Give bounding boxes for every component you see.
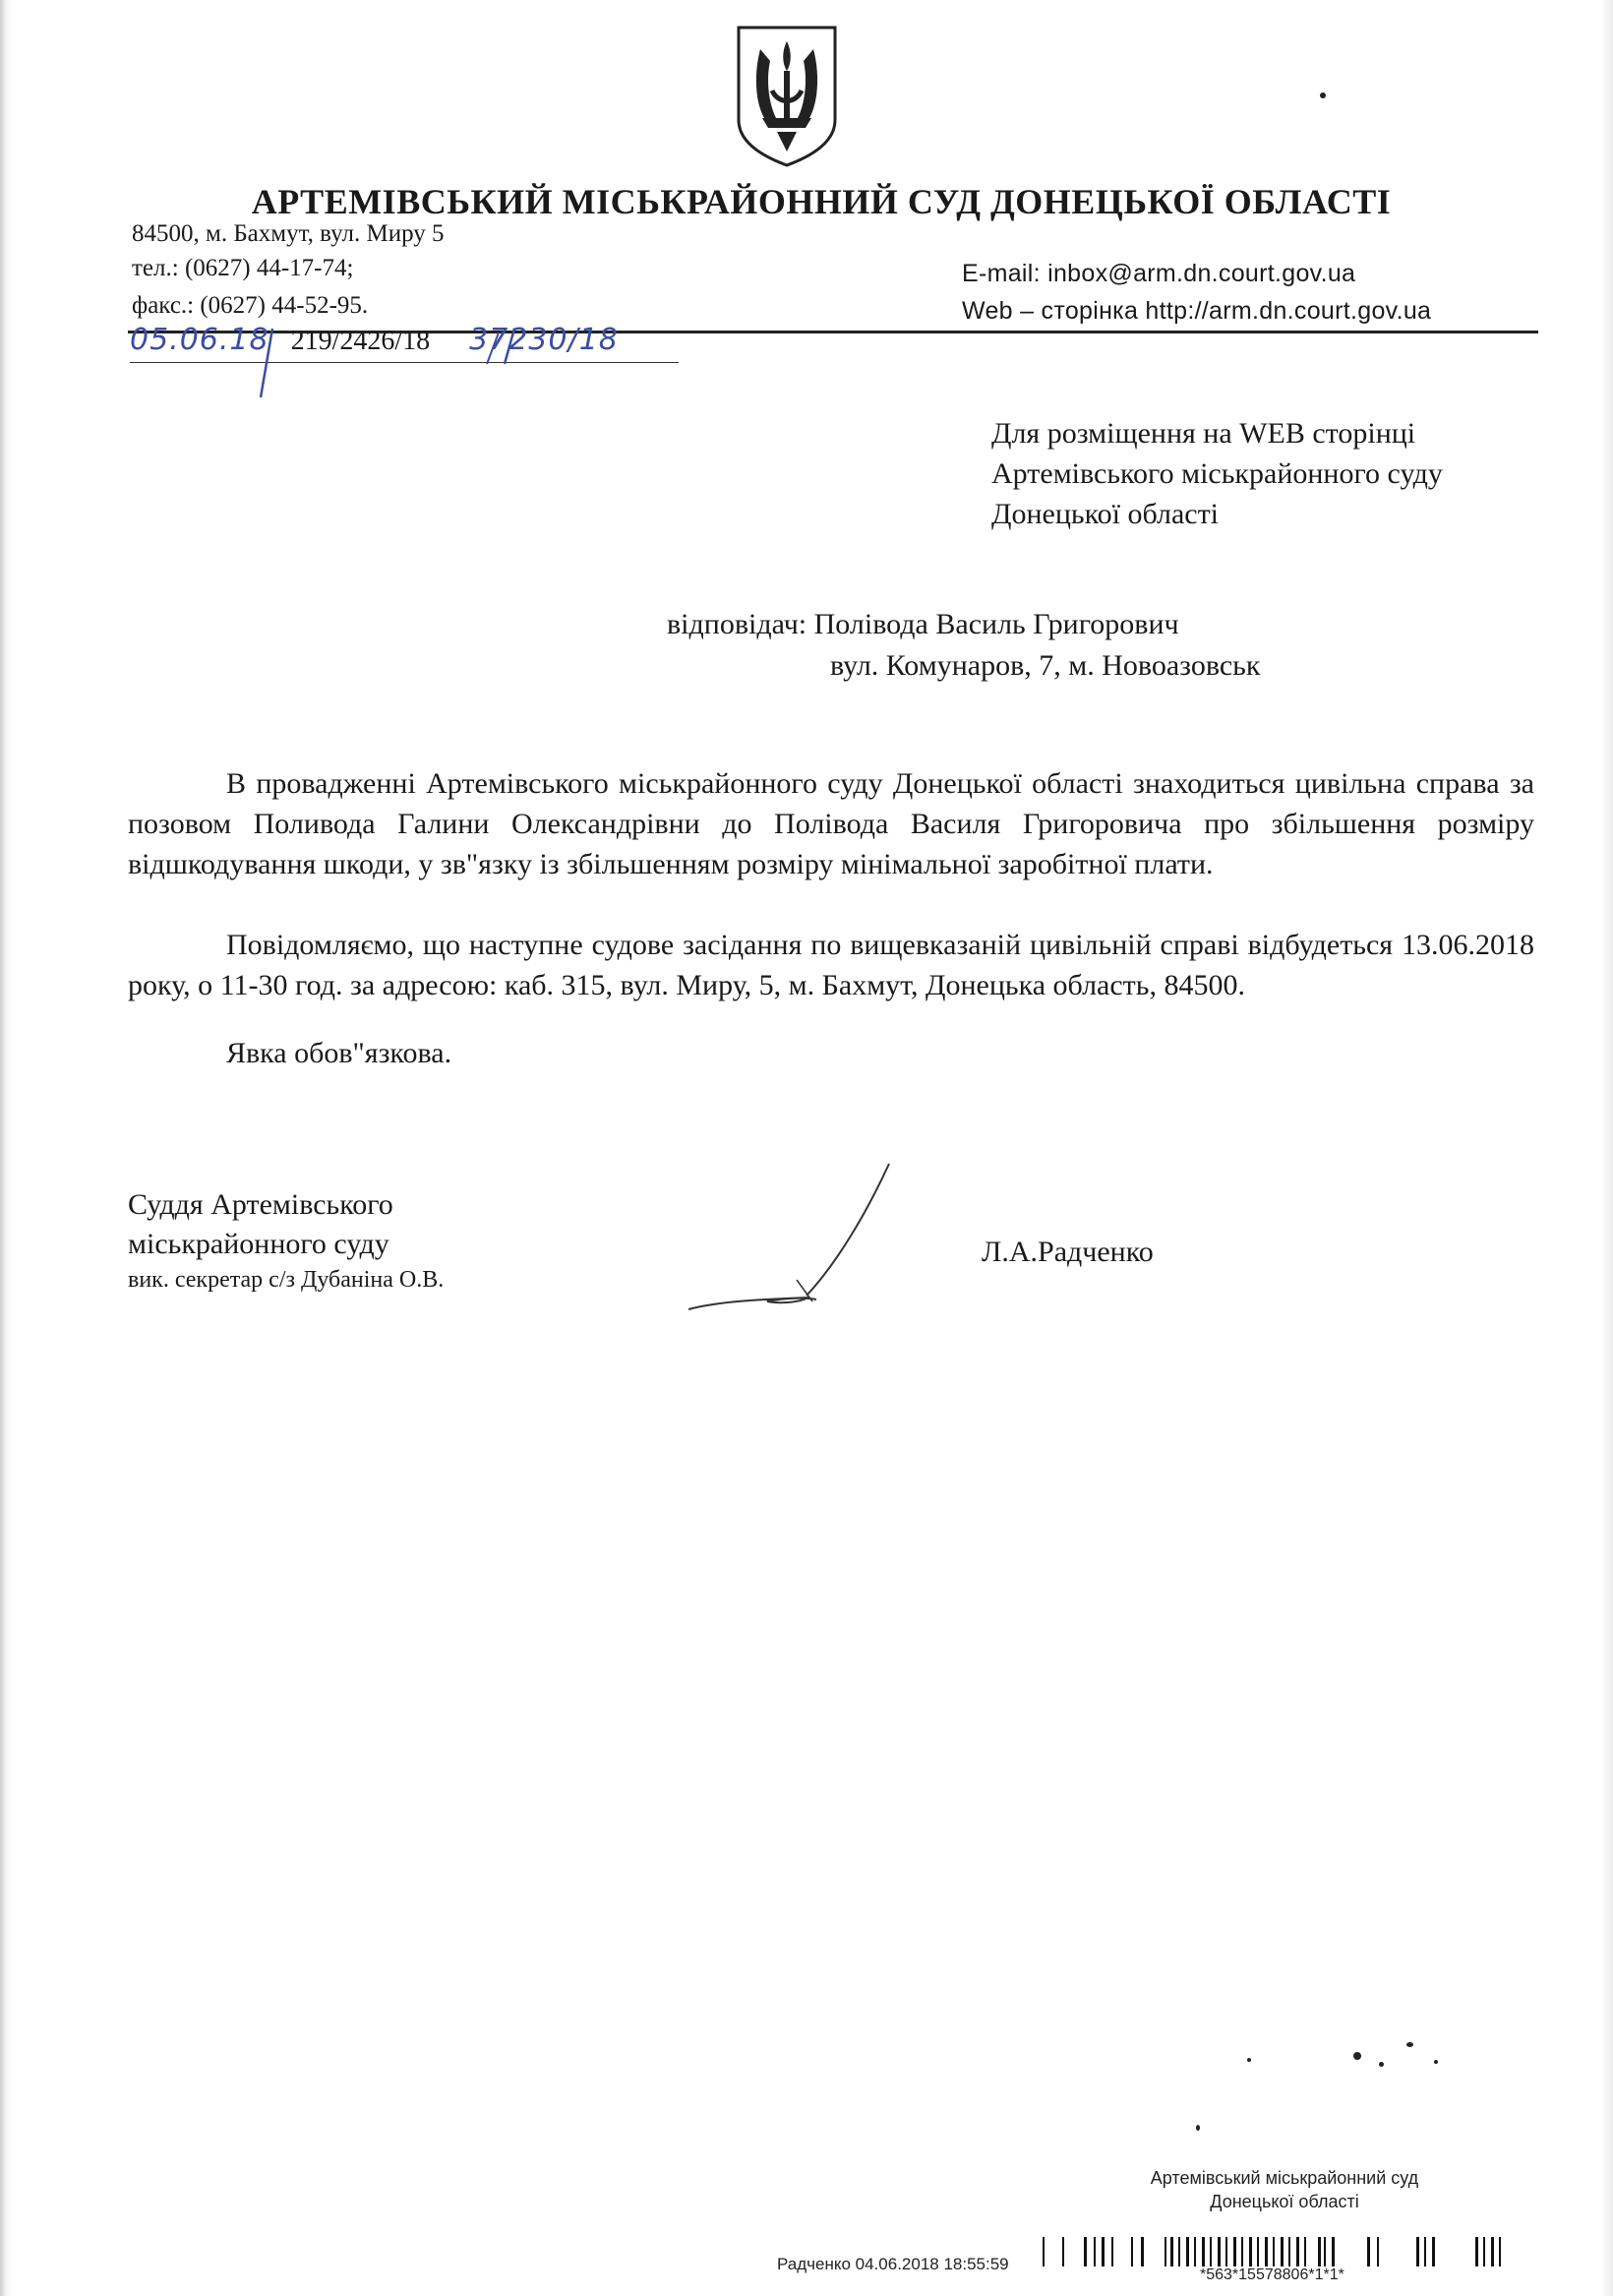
scan-speck [1353,2052,1361,2060]
scan-speck [1406,2042,1413,2047]
judge-title-line-2: міськрайонного суду [128,1228,389,1260]
addressee-line-3: Донецької області [991,498,1220,530]
court-address: 84500, м. Бахмут, вул. Миру 5 [132,220,445,247]
stamp-court-line-2: Донецької області [1210,2192,1359,2211]
outgoing-number-handwritten: 37230/18 [469,323,619,357]
body-paragraph-3: Явка обов"язкова. [226,1037,452,1069]
judge-title-line-1: Суддя Артемівського [128,1188,393,1221]
respondent-name: відповідач: Полівода Василь Григорович [667,608,1179,640]
barcode [1043,2233,1534,2268]
coat-of-arms-emblem [733,22,841,169]
registration-date-handwritten: 05.06.18 [130,323,269,357]
court-website: Web – сторінка http://arm.dn.court.gov.ua [962,297,1432,325]
executor-note: вик. секретар с/з Дубаніна О.В. [128,1267,445,1293]
addressee-line-1: Для розміщення на WEB сторінці [991,417,1416,450]
barcode-text: *563*15578806*1*1* [1200,2266,1344,2283]
court-name-title: АРТЕМІВСЬКИЙ МІСЬКРАЙОННИЙ СУД ДОНЕЦЬКОЇ ОБЛАСТІ [251,182,1392,221]
stamp-signed-by: Радченко 04.06.2018 18:55:59 [777,2255,1009,2273]
case-number: 219/2426/18 [290,326,431,356]
court-email: E-mail: inbox@arm.dn.court.gov.ua [962,260,1356,287]
addressee-line-2: Артемівського міськрайонного суду [991,457,1443,490]
court-fax: факс.: (0627) 44-52-95. [132,292,369,319]
scan-speck [1320,92,1326,98]
scan-speck [1379,2062,1384,2067]
scan-speck [1196,2125,1200,2131]
addressee-block [991,413,1443,534]
respondent-address: вул. Комунаров, 7, м. Новоазовськ [830,649,1261,682]
scan-speck [1247,2058,1251,2062]
court-phone: тел.: (0627) 44-17-74; [132,255,354,281]
body-paragraph-2: Повідомляємо, що наступне судове засідання по вищевказаній цивільній справі відбудеться 13.06.2018 року, о 11-30 год. за адресою: каб. 315, вул. Миру, 5, м. Бахмут, Донецька область, 84500. [128,929,1534,1001]
stamp-court-line-1: Артемівський міськрайонний суд [1150,2168,1419,2188]
judge-name: Л.А.Радченко [982,1236,1154,1268]
body-paragraph-1: В провадженні Артемівського міськрайонного суду Донецької області знаходиться цивільна справа за позовом Поливода Галини Олександрівни до Полівода Василя Григоровича про збільшення розміру відшкодування шкоди, у зв"язку із збільшенням розміру мінімальної заробітної плати. [128,767,1534,880]
registration-slash-marks [251,325,546,403]
handwritten-signature [679,1156,905,1323]
scan-speck [1434,2060,1438,2064]
